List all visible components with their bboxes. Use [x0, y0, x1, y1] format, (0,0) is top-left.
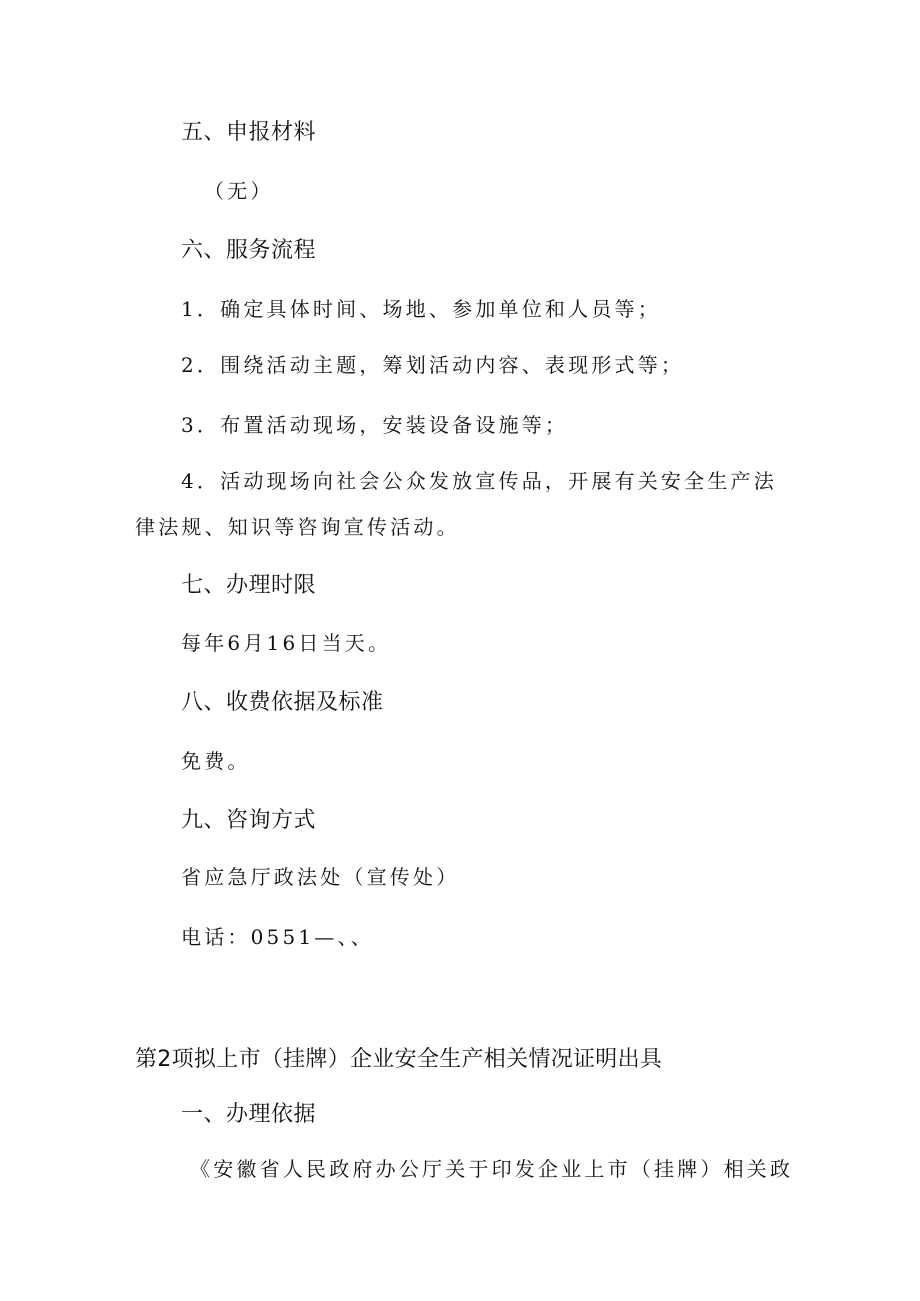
- process-step-2: 2．围绕活动主题，筹划活动内容、表现形式等；: [181, 353, 685, 377]
- item2-heading-basis: 一、办理依据: [181, 1102, 317, 1127]
- process-step-4-continued: 律法规、知识等咨询宣传活动。: [135, 515, 460, 539]
- text-fee-basis: 免费。: [181, 749, 251, 773]
- heading-processing-time: 七、办理时限: [181, 573, 317, 598]
- heading-consultation: 九、咨询方式: [181, 808, 317, 833]
- text-processing-time: 每年6月16日当天。: [181, 631, 392, 655]
- process-step-3: 3．布置活动现场，安装设备设施等；: [181, 413, 569, 437]
- item2-text-basis: 《安徽省人民政府办公厅关于印发企业上市（挂牌）相关政: [190, 1157, 794, 1181]
- text-application-materials: （无）: [204, 179, 274, 203]
- process-step-4: 4．活动现场向社会公众发放宣传品，开展有关安全生产法: [181, 469, 777, 493]
- heading-application-materials: 五、申报材料: [181, 120, 317, 145]
- text-consultation-office: 省应急厅政法处（宣传处）: [181, 865, 460, 889]
- item2-title: 第2项拟上市（挂牌）企业安全生产相关情况证明出具: [135, 1047, 663, 1072]
- heading-fee-basis: 八、收费依据及标准: [181, 690, 384, 715]
- heading-service-process: 六、服务流程: [181, 238, 317, 263]
- process-step-1: 1．确定具体时间、场地、参加单位和人员等；: [181, 297, 661, 321]
- text-consultation-phone: 电话：0551—、、: [181, 925, 374, 949]
